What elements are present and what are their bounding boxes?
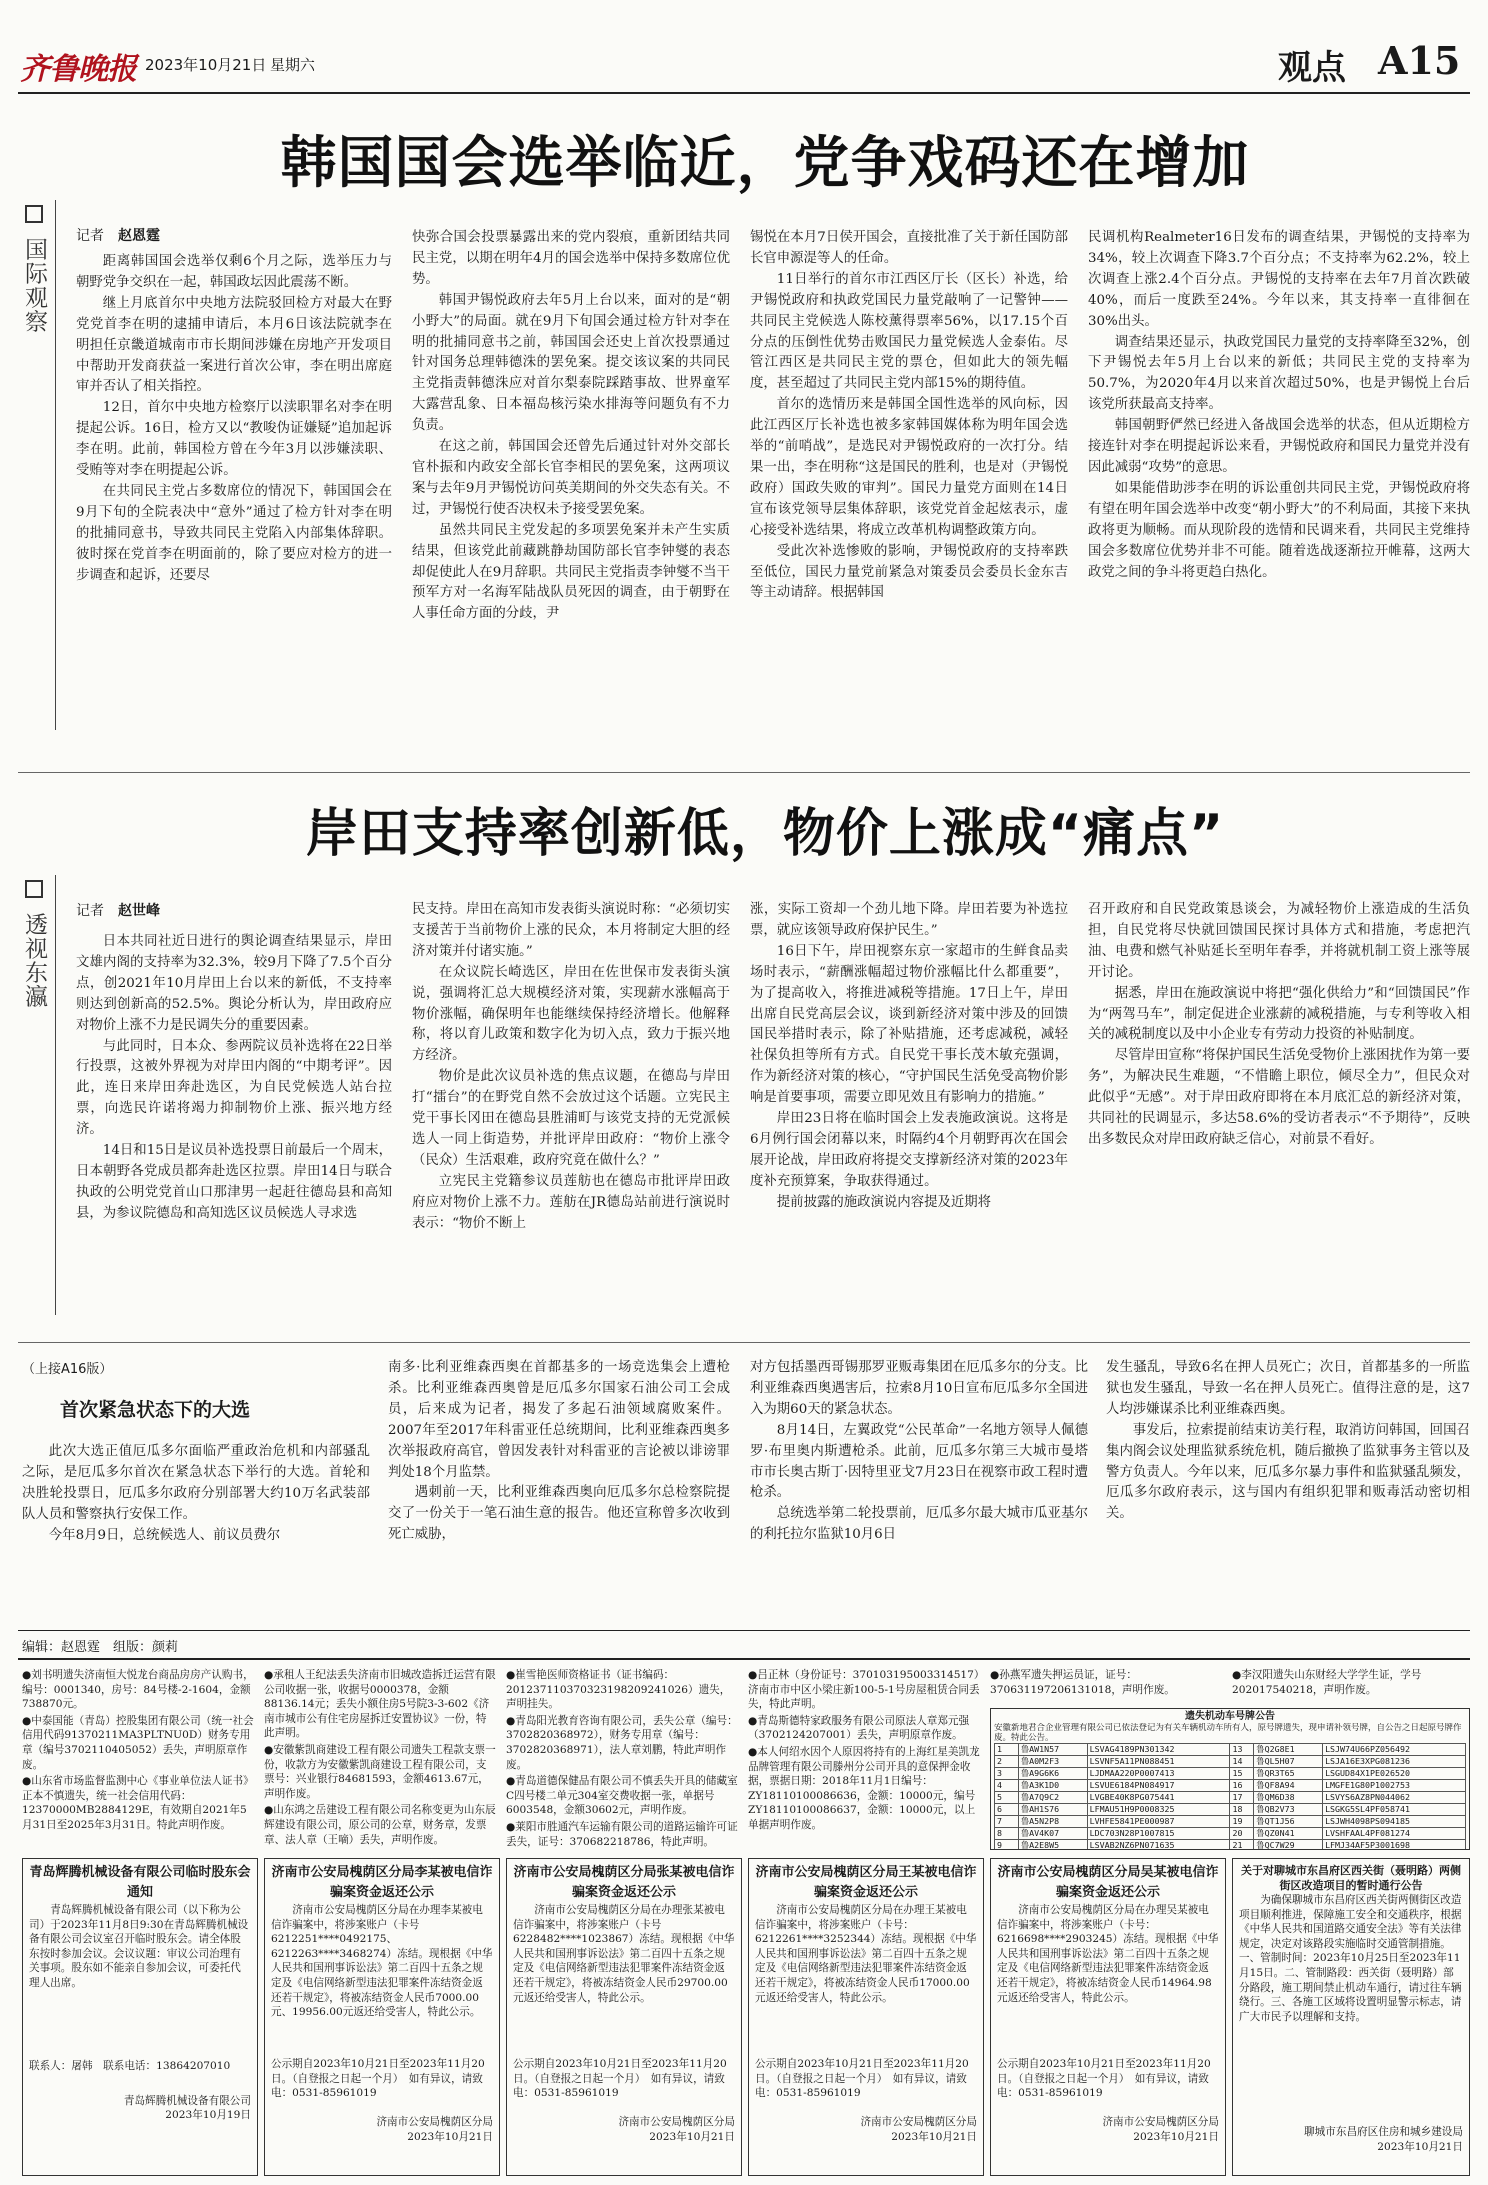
paragraph: 虽然共同民主党发起的多项罢免案并未产生实质结果，但该党此前藏跳静劫国防部长官李钟燮的表态却促使此人在9月辞职。共同民主党指责李钟燮不当干预军方对一名海军陆战队员死因的调查，由于朝野在人事任命方面的分歧，尹 — [412, 522, 730, 622]
page-number: A15 — [1378, 38, 1461, 83]
story3-subhead: 首次紧急状态下的大选 — [60, 1399, 251, 1421]
table-cell: LSVNF5A11PN088451 — [1087, 1756, 1230, 1768]
table-cell: LSVAG4189PN301342 — [1087, 1744, 1230, 1756]
table-cell: 鲁A0M2F3 — [1018, 1756, 1087, 1768]
table-row — [995, 1840, 1466, 1851]
table-cell: LVGBE40K8PG075441 — [1087, 1792, 1230, 1804]
story2-col2 — [412, 900, 730, 1324]
table-cell: 鲁A2E8W5 — [1018, 1840, 1087, 1851]
paragraph: 今年8月9日，总统候选人、前议员费尔 — [48, 1527, 281, 1543]
story1-col2 — [412, 228, 730, 740]
vehicle-table — [994, 1743, 1466, 1850]
notice-title: 济南市公安局槐荫区分局李某被电信诈骗案资金返还公示 — [271, 1865, 493, 1900]
table-cell: 21 — [1230, 1840, 1254, 1851]
table-cell: 3 — [995, 1768, 1019, 1780]
paragraph: 韩国尹锡悦政府去年5月上台以来，面对的是“朝小野大”的局面。就在9月下旬国会通过检方针对李在明的批捕同意书之前，韩国国会还史上首次投票通过针对国务总理韩德洙的罢免案。提交该议案的共同民主党指责韩德洙应对首尔梨泰院踩踏事故、世界童军大露营乱象、日本福岛核污染水排海等问题负有不力负责。 — [412, 292, 730, 434]
table-cell: 鲁A5N2P8 — [1018, 1816, 1087, 1828]
notice-body: 青岛辉腾机械设备有限公司（以下称为公司）于2023年11月8日9:30在青岛辉腾机械设备有限公司会议室召开临时股东会。请全体股东按时参加会议。会议议题：审议公司治理有关事项。股东如不能亲自参加会议，可委托代理人出席。 — [29, 1904, 249, 1989]
table-cell: LSVYS6AZ8PN044062 — [1323, 1792, 1466, 1804]
story3-col2 — [388, 1358, 730, 1622]
notice-date: 2023年10月21日 — [1377, 2140, 1463, 2153]
paragraph: 在众议院长崎选区，岸田在佐世保市发表街头演说，强调将汇总大规模经济对策，实现薪水涨幅高于物价涨幅，确保明年也能继续保持经济增长。他解释称，将以育儿政策和数字化为切入点，致力于振兴地方经济。 — [412, 964, 730, 1064]
classified-column-4: ●吕正林（身份证号：370103195003314517）济南市市中区小梁庄新100-5-1号房屋租赁合同丢失，特此声明。 ●青岛斯德特家政服务有限公司原法人章郑元强（3702124207001）丢失，声明原章作废。 ●本人何绍水因个人原因将持有的上海红星美凯龙品牌管理有限公司滕州分公司开具的意保押金收据，票据日期：2018年11月1日编号：ZY18110100086636，金额：10000元，编号ZY18110100086637，金额：10000元，以上单据声明作废。 — [748, 1669, 980, 1831]
traffic-control-notice — [1232, 1858, 1470, 2176]
paragraph: 此次大选正值厄瓜多尔面临严重政治危机和内部骚乱之际，是厄瓜多尔首次在紧急状态下举行的大选。首轮和决胜轮投票日，厄瓜多尔政府分别部署大约10万名武装部队人员和警察执行安保工作。 — [22, 1444, 370, 1522]
table-row — [995, 1744, 1466, 1756]
editor-credits: 编辑：赵恩霆 组版：颜莉 — [22, 1640, 179, 1655]
paragraph: 立宪民主党籍参议员莲舫也在德岛市批评岸田政府应对物价上涨不力。莲舫在JR德岛站前进行演说时表示：“物价不断上 — [412, 1173, 730, 1231]
paragraph: 14日和15日是议员补选投票日前最后一个周末，日本朝野各党成员都奔赴选区拉票。岸田14日与联合执政的公明党党首山口那津男一起赶往德岛县和高知县，为参议院德岛和高知选区议员候选人寻求选 — [76, 1143, 392, 1221]
table-cell: 13 — [1230, 1744, 1254, 1756]
table-cell: 鲁QT1J56 — [1254, 1816, 1323, 1828]
table-cell: 20 — [1230, 1828, 1254, 1840]
paragraph: 快弥合国会投票暴露出来的党内裂痕，重新团结共同民主党，以期在明年4月的国会选举中保持多数席位优势。 — [412, 230, 730, 287]
paragraph: 据悉，岸田在施政演说中将把“强化供给力”和“回馈国民”作为“两驾马车”，制定促进企业涨薪的减税措施，与专利等收入相关的减税制度以及中小企业专有劳动力投资的补贴制度。 — [1088, 985, 1470, 1043]
story2-byline: 记者 赵世峰 — [76, 903, 160, 919]
table-cell: LSVUE6184PN084917 — [1087, 1780, 1230, 1792]
notice-body: 济南市公安局槐荫区分局在办理张某被电信诈骗案中，将涉案账户（卡号6228482****1023867）冻结。现根据《中华人民共和国刑事诉讼法》第二百四十五条之规定及《电信网络新型违法犯罪案件冻结资金返还若干规定》，将被冻结资金人民币29700.00元返还给受害人，特此公示。 — [513, 1904, 735, 2004]
notice-signature: 济南市公安局槐荫区分局 — [860, 2116, 977, 2128]
classifieds-top-rule — [18, 1658, 1470, 1660]
table-cell: LSJW74U66PZ056492 — [1323, 1744, 1466, 1756]
classified-column-3: ●崔雪艳医师资格证书（证书编码：201237110370323198209241026）遗失，声明挂失。 ●青岛阳光教育咨询有限公司，丢失公章（编号：3702820368972），财务专用章（编号：3702820368971），法人章刘鹏，特此声明作废。 ●青岛道德保健品有限公司不慎丢失开具的储藏室C四号楼二单元304室交费收据一张，单据号6003548，金额30602元，声明作废。 ●莱阳市胜通汽车运输有限公司的道路运输许可证丢失，证号：370682218786，特此声明。 — [506, 1669, 738, 1848]
paragraph: 继上月底首尔中央地方法院驳回检方对最大在野党党首李在明的逮捕申请后，本月6日该法院就李在明担任京畿道城南市市长期间涉嫌在房地产开发项目中帮助开发商获益一案进行首次公审，李在明出席庭审并否认了相关指控。 — [76, 295, 392, 395]
classified-column-6: ●李汉阳遗失山东财经大学学生证，学号202017540218，声明作废。 — [1232, 1669, 1422, 1696]
table-cell: 15 — [1230, 1768, 1254, 1780]
table-row — [995, 1816, 1466, 1828]
paragraph: 物价是此次议员补选的焦点议题，在德岛与岸田打“擂台”的在野党自然不会放过这个话题。立宪民主党干事长冈田在德岛县胜浦町与该党支持的无党派候选人一同上街造势，并批评岸田政府：“物价上涨令（民众）生活艰难，政府究竟在做什么？” — [412, 1069, 730, 1168]
police-notice-4 — [990, 1858, 1226, 2176]
table-cell: LSGUD84X1PE026520 — [1323, 1768, 1466, 1780]
paragraph: 总统选举第二轮投票前，厄瓜多尔最大城市瓜亚基尔的利托拉尔监狱10月6日 — [750, 1506, 1088, 1543]
notice-title: 青岛辉腾机械设备有限公司临时股东会通知 — [29, 1865, 251, 1900]
table-cell: 鲁QZ0N41 — [1254, 1828, 1323, 1840]
table-cell: LSJA16E3XPG081236 — [1323, 1756, 1466, 1768]
table-cell: LFMAU51H9P0008325 — [1087, 1804, 1230, 1816]
table-cell: LMGFE1G80P1002753 — [1323, 1780, 1466, 1792]
paragraph: 韩国朝野俨然已经进入备战国会选举的状态，但从近期检方接连针对李在明提起诉讼来看，尹锡悦政府和国民力量党并没有因此减弱“攻势”的意思。 — [1088, 418, 1470, 475]
paragraph: 遇刺前一天，比利亚维森西奥向厄瓜多尔总检察院提交了一份关于一笔石油生意的报告。他还宣称曾多次收到死亡威胁， — [388, 1485, 730, 1543]
notice-date: 2023年10月21日 — [649, 2130, 735, 2143]
table-cell: LSVAB2NZ6PN071635 — [1087, 1840, 1230, 1851]
issue-weekday: 星期六 — [270, 56, 316, 74]
paragraph: 发生骚乱，导致6名在押人员死亡；次日，首都基多的一所监狱也发生骚乱，导致一名在押人员死亡。值得注意的是，这7人均涉嫌谋杀比利亚维森西奥。 — [1106, 1360, 1470, 1417]
table-cell: 16 — [1230, 1780, 1254, 1792]
notice-footer: 公示期自2023年10月21日至2023年11月20日。（自登报之日起一个月） 如有异议，请致电：0531-85961019 — [271, 2058, 485, 2100]
table-cell: 18 — [1230, 1804, 1254, 1816]
police-notice-1 — [264, 1858, 500, 2176]
notice-title: 济南市公安局槐荫区分局吴某被电信诈骗案资金返还公示 — [997, 1865, 1219, 1900]
notice-title: 济南市公安局槐荫区分局张某被电信诈骗案资金返还公示 — [513, 1865, 735, 1900]
story3-bottom-rule — [18, 1630, 1470, 1631]
masthead-logo: 齐鲁晚报 — [20, 52, 136, 87]
story3-col1 — [22, 1442, 370, 1622]
notice-date: 2023年10月21日 — [891, 2130, 977, 2143]
story2-col4 — [1088, 900, 1470, 1324]
table-cell: 鲁QC7W29 — [1254, 1840, 1323, 1851]
paragraph: 尽管岸田宣称“将保护国民生活免受物价上涨困扰作为第一要务”，为解决民生难题，“不惜瞻上职位，倾尽全力”，但民众对此似乎“无感”。对于岸田政府即将在本月底汇总的新经济对策，共同社的民调显示，多达58.6%的受访者表示“不予期待”，反映出多数民众对岸田政府缺乏信心，对前景不看好。 — [1088, 1048, 1470, 1147]
notice-body: 济南市公安局槐荫区分局在办理王某被电信诈骗案中，将涉案账户（卡号：6212261****3252344）冻结。现根据《中华人民共和国刑事诉讼法》第二百四十五条之规定及《电信网络新型违法犯罪案件冻结资金返还若干规定》，将被冻结资金人民币17000.00元返还给受害人，特此公示。 — [755, 1904, 977, 2004]
paragraph: 南多·比利亚维森西奥在首都基多的一场竞选集会上遭枪杀。比利亚维森西奥曾是厄瓜多尔国家石油公司工会成员，后来成为记者，揭发了多起石油领域腐败案件。2007年至2017年科雷亚任总统期间，比利亚维森西奥多次举报政府高官，曾因发表针对科雷亚的言论被以诽谤罪判处18个月监禁。 — [388, 1360, 730, 1480]
table-cell: 鲁QR3T65 — [1254, 1768, 1323, 1780]
paragraph: 岸田23日将在临时国会上发表施政演说。这将是6月例行国会闭幕以来，时隔约4个月朝野再次在国会展开论战，岸田政府将提交支撑新经济对策的2023年度补充预算案，争取获得通过。 — [750, 1111, 1068, 1189]
story2-headline: 岸田支持率创新低，物价上涨成“痛点” — [305, 804, 1225, 864]
paragraph: 日本共同社近日进行的舆论调查结果显示，岸田文雄内阁的支持率为32.3%，较9月下降了7.5个百分点，创2021年10月岸田上台以来的新低，不支持率则达到创新高的52.5%。舆论分析认为，岸田政府应对物价上涨不力是民调失分的重要因素。 — [76, 934, 392, 1033]
story1-col1 — [76, 252, 392, 740]
notice-body: 为确保聊城市东昌府区西关街两侧街区改造项目顺利推进，保障施工安全和交通秩序，根据《中华人民共和国道路交通安全法》等有关法律规定，决定对该路段实施临时交通管制措施。一、管制时间：2023年10月25日至2023年11月15日。二、管制路段：西关街（聂明路）部分路段，施工期间禁止机动车通行，请过往车辆绕行。三、各施工区域将设置明显警示标志，请广大市民予以理解和支持。 — [1239, 1894, 1462, 2023]
table-cell: 鲁AV4K07 — [1018, 1828, 1087, 1840]
notice-signature: 青岛辉腾机械设备有限公司 — [123, 2094, 251, 2107]
vehicle-plate-notice — [990, 1708, 1470, 1850]
notice-date: 2023年10月21日 — [1133, 2130, 1219, 2143]
paragraph: 8月14日，左翼政党“公民革命”一名地方领导人佩德罗·布里奥内斯遭枪杀。此前，厄瓜多尔第三大城市曼塔市市长奥古斯丁·因特里亚戈7月23日在视察市政工程时遭枪杀。 — [750, 1422, 1088, 1501]
section-name: 观点 — [1278, 48, 1346, 88]
table-cell: 7 — [995, 1816, 1019, 1828]
paragraph: 民调机构Realmeter16日发布的调查结果，尹锡悦的支持率为34%，较上次调查下降3.7个百分点；不支持率为62.2%，较上次调查上涨2.4个百分点。尹锡悦的支持率在去年7月首次跌破40%，而后一度跌至24%。今年以来，其支持率一直徘徊在30%出头。 — [1088, 230, 1470, 329]
story1-byline: 记者 赵恩霆 — [76, 228, 160, 244]
story1-col3 — [750, 228, 1068, 740]
table-row — [995, 1792, 1466, 1804]
table-cell: 2 — [995, 1756, 1019, 1768]
square-icon — [25, 205, 43, 223]
paragraph: 民支持。岸田在高知市发表街头演说时称：“必须切实支援苦于当前物价上涨的民众，本月将制定大胆的经济对策并付诸实施。” — [412, 902, 730, 959]
paragraph: 距离韩国国会选举仅剩6个月之际，选举压力与朝野党争交织在一起，韩国政坛因此震荡不断。 — [76, 254, 392, 290]
table-cell: LVSHFAAL4PF081274 — [1323, 1828, 1466, 1840]
notice-date: 2023年10月21日 — [407, 2130, 493, 2143]
table-row — [995, 1804, 1466, 1816]
paragraph: 11日举行的首尔市江西区厅长（区长）补选，给尹锡悦政府和执政党国民力量党敲响了一记警钟——共同民主党候选人陈校薰得票率56%，以17.15个百分点的压倒性优势击败国民力量党候选人金泰佑。尽管江西区是共同民主党的票仓，但如此大的领先幅度，甚至超过了共同民主党内部15%的期待值。 — [750, 271, 1068, 392]
table-cell: 1 — [995, 1744, 1019, 1756]
notice-footer: 公示期自2023年10月21日至2023年11月20日。（自登报之日起一个月） 如有异议，请致电：0531-85961019 — [513, 2058, 727, 2100]
table-cell: LSJWH4098PS094185 — [1323, 1816, 1466, 1828]
story1-col4 — [1088, 228, 1470, 740]
notice-signature: 济南市公安局槐荫区分局 — [376, 2116, 493, 2128]
classified-column-2: ●承租人王纪法丢失济南市旧城改造拆迁运营有限公司收据一张，收据号0000378，金额88136.14元；丢失小额住房5号院3-3-602《济南市城市公有住宅房屋拆迁安置协议》一份，特此声明。 ●安徽紫凯商建设工程有限公司遗失工程款支票一份，收款方为安徽紫凯商建设工程有限公司，支票号：兴业银行84681593，金额4613.67元，声明作废。 ●山东鸿之岳建设工程有限公司名称变更为山东辰辉建设有限公司，原公司的公章，财务章，发票章、法人章（王嘀）丢失，声明作废。 — [264, 1669, 496, 1846]
table-cell: 4 — [995, 1780, 1019, 1792]
story2-col3 — [750, 900, 1068, 1324]
table-cell: 8 — [995, 1828, 1019, 1840]
table-cell: LJDMAA220P0007413 — [1087, 1768, 1230, 1780]
table-cell: 14 — [1230, 1756, 1254, 1768]
notice-footer: 公示期自2023年10月21日至2023年11月20日。（自登报之日起一个月） 如有异议，请致电：0531-85961019 — [997, 2058, 1211, 2100]
paragraph: 受此次补选惨败的影响，尹锡悦政府的支持率跌至低位，国民力量党前紧急对策委员会委员长金东吉等主动请辞。根据韩国 — [750, 543, 1068, 601]
table-cell: 9 — [995, 1840, 1019, 1851]
table-cell: 鲁QB2V73 — [1254, 1804, 1323, 1816]
story1-label-divider — [55, 200, 56, 730]
table-row — [995, 1828, 1466, 1840]
table-cell: 鲁AH1S76 — [1018, 1804, 1087, 1816]
table-row — [995, 1780, 1466, 1792]
story2-label-divider — [55, 875, 56, 1315]
paragraph: 对方包括墨西哥锡那罗亚贩毒集团在厄瓜多尔的分支。比利亚维森西奥遇害后，拉索8月10日宣布厄瓜多尔全国进入为期60天的紧急状态。 — [750, 1360, 1088, 1417]
story1-headline: 韩国国会选举临近，党争戏码还在增加 — [280, 131, 1250, 196]
paragraph: 召开政府和自民党政策恳谈会，为减轻物价上涨造成的生活负担，自民党将尽快就回馈国民探讨具体方式和措施，考虑把汽油、电费和燃气补贴延长至明年春季，并将就机制工资上涨等展开讨论。 — [1088, 902, 1470, 980]
table-cell: 鲁QL5H07 — [1254, 1756, 1323, 1768]
notice-title: 关于对聊城市东昌府区西关街（聂明路）两侧街区改造项目的暂时通行公告 — [1241, 1864, 1461, 1892]
table-cell: LDC703N28P1007815 — [1087, 1828, 1230, 1840]
story3-col3 — [750, 1358, 1088, 1622]
shareholder-meeting-notice — [22, 1858, 258, 2176]
story-separator — [18, 772, 1470, 773]
classified-column-1: ●刘书明遗失济南恒大悦龙台商品房房产认购书，编号：0001340，房号：84号楼-2-1604，金额738870元。 ●中泰国能（青岛）控股集团有限公司（统一社会信用代码91370211MA3PLTNU0D）财务专用章（编号3702110405052）丢失，声明原章作废。 ●山东省市场监督监测中心《事业单位法人证书》正本不慎遗失，统一社会信用代码：12370000MB2884129E，有效期自2021年5月31日至2025年3月31日。特此声明作废。 — [22, 1669, 254, 1831]
story2-column-label: 透视东瀛 — [18, 880, 51, 1030]
paragraph: 调查结果还显示，执政党国民力量党的支持率降至32%，创下尹锡悦去年5月上台以来的新低；共同民主党的支持率为50.7%，为2020年4月以来首次超过50%，也是尹锡悦上台后该党所获最高支持率。 — [1088, 334, 1470, 413]
paragraph: 在这之前，韩国国会还曾先后通过针对外交部长官朴振和内政安全部长官李相民的罢免案，这两项议案与去年9月尹锡悦访问英美期间的外交失态有关。不过，尹锡悦行使否决权未予接受罢免案。 — [412, 439, 730, 517]
paragraph: 在共同民主党占多数席位的情况下，韩国国会在9月下旬的全院表决中“意外”通过了检方针对李在明的批捕同意书，导致共同民主党陷入内部集体辞职。彼时探在党首李在明面前的，除了要应对检方的进一步调查和起诉，还要尽 — [76, 483, 392, 583]
paragraph: 16日下午，岸田视察东京一家超市的生鲜食品卖场时表示，“薪酬涨幅超过物价涨幅比什么都重要”，为了提高收入，将推进减税等措施。17日上午，岸田出席自民党高层会议，谈到新经济对策中涉及的回馈国民举措时表示，除了补贴措施，还考虑减税，减轻社保负担等所有方式。自民党干事长茂木敏充强调，作为新经济对策的核心，“守护国民生活免受高物价影响是首要事项，需要立即见效且有影响力的措施。” — [750, 943, 1068, 1106]
table-cell: 鲁QF8A94 — [1254, 1780, 1323, 1792]
story-separator — [18, 1342, 1470, 1343]
notice-signature: 济南市公安局槐荫区分局 — [1102, 2116, 1219, 2128]
square-icon — [25, 880, 43, 898]
paragraph: 提前披露的施政演说内容提及近期将 — [776, 1194, 992, 1210]
notice-signature: 聊城市东昌府区住房和城乡建设局 — [1304, 2126, 1463, 2138]
table-cell: 17 — [1230, 1792, 1254, 1804]
jump-line: （上接A16版） — [22, 1362, 113, 1377]
notice-footer: 公示期自2023年10月21日至2023年11月20日。（自登报之日起一个月） 如有异议，请致电：0531-85961019 — [755, 2058, 969, 2100]
table-cell: 鲁A3K1D0 — [1018, 1780, 1087, 1792]
paragraph: 事发后，拉索提前结束访美行程，取消访问韩国，回国召集内阁会议处理监狱系统危机，随后撤换了监狱事务主管以及警方负责人。今年以来，厄瓜多尔暴力事件和监狱骚乱频发，厄瓜多尔政府表示，这与国内有组织犯罪和贩毒活动密切相关。 — [1106, 1422, 1470, 1522]
table-cell: 19 — [1230, 1816, 1254, 1828]
notice-body: 济南市公安局槐荫区分局在办理李某被电信诈骗案中，将涉案账户（卡号6212251****0492175、6212263****3468274）冻结。现根据《中华人民共和国刑事诉讼法》第二百四十五条之规定及《电信网络新型违法犯罪案件冻结资金返还若干规定》，将被冻结资金人民币7000.00元、19956.00元返还给受害人，特此公示。 — [271, 1904, 493, 2019]
table-cell: LFMJ34AF5P3001698 — [1323, 1840, 1466, 1851]
table-cell: 鲁QM6D38 — [1254, 1792, 1323, 1804]
police-notice-2 — [506, 1858, 742, 2176]
table-cell: 5 — [995, 1792, 1019, 1804]
table-cell: 鲁Q2G8E1 — [1254, 1744, 1323, 1756]
table-cell: 鲁A9G6K6 — [1018, 1768, 1087, 1780]
table-row — [995, 1756, 1466, 1768]
table-cell: 鲁AW1N57 — [1018, 1744, 1087, 1756]
paragraph: 锡悦在本月7日侯开国会，直接批准了关于新任国防部长官申源湜等人的任命。 — [750, 230, 1068, 266]
notice-date: 2023年10月19日 — [165, 2109, 251, 2122]
paragraph: 首尔的选情历来是韩国全国性选举的风向标，因此江西区厅长补选也被多家韩国媒体称为明年国会选举的“前哨战”，是选民对尹锡悦政府的一次打分。结果一出，李在明称“这是国民的胜利，也是对（尹锡悦政府）国政失败的审判”。国民力量党方面则在14日宣布该党领导层集体辞职，该党党首金起炫表示，虚心接受补选结果，将成立改革机构调整政策方向。 — [750, 397, 1068, 538]
story3-col4 — [1106, 1358, 1470, 1622]
notice-signature: 济南市公安局槐荫区分局 — [618, 2116, 735, 2128]
header-rule — [18, 92, 1470, 94]
paragraph: 涨，实际工资却一个劲儿地下降。岸田若要为补选拉票，就应该领导政府保护民生。” — [750, 902, 1068, 938]
table-cell: 鲁A7Q9C2 — [1018, 1792, 1087, 1804]
table-row — [995, 1768, 1466, 1780]
table-cell: 6 — [995, 1804, 1019, 1816]
classified-column-5: ●孙燕军遗失押运员证，证号：370631197206131018，声明作废。 — [990, 1669, 1175, 1696]
notice-contact: 联系人：屠韩 联系电话：13864207010 — [29, 2060, 231, 2072]
notice-body: 济南市公安局槐荫区分局在办理吴某被电信诈骗案中，将涉案账户（卡号：6216698****2903245）冻结。现根据《中华人民共和国刑事诉讼法》第二百四十五条之规定及《电信网络新型违法犯罪案件冻结资金返还若干规定》，将被冻结资金人民币14964.98元返还给受害人，特此公示。 — [997, 1904, 1219, 2004]
vehicle-notice-intro: 安徽新地君合企业管理有限公司已依法登记为有关车辆机动车所有人，原号牌遗失，现申请补领号牌，自公告之日起原号牌作废。特此公告。 — [994, 1723, 1462, 1743]
story2-col1 — [76, 932, 392, 1324]
police-notice-3 — [748, 1858, 984, 2176]
notice-title: 济南市公安局槐荫区分局王某被电信诈骗案资金返还公示 — [755, 1865, 977, 1900]
issue-date: 2023年10月21日 — [145, 56, 267, 74]
paragraph: 如果能借助涉李在明的诉讼重创共同民主党，尹锡悦政府将有望在明年国会选举中改变“朝小野大”的不利局面，其接下来执政将更为顺畅。而从现阶段的选情和民调来看，共同民主党维持国会多数席位优势并非不可能。随着选战逐渐拉开帷幕，这两大政党之间的争斗将更趋白热化。 — [1088, 480, 1470, 580]
paragraph: 12日，首尔中央地方检察厅以渎职罪名对李在明提起公诉。16日，检方又以“教唆伪证嫌疑”追加起诉李在明。此前，韩国检方曾在今年3月以涉嫌渎职、受贿等对李在明提起公诉。 — [76, 400, 392, 479]
table-cell: LSGKG5SL4PF058741 — [1323, 1804, 1466, 1816]
vehicle-notice-title: 遗失机动车号牌公告 — [1185, 1711, 1275, 1722]
table-cell: LVHFE5841PE000987 — [1087, 1816, 1230, 1828]
paragraph: 与此同时，日本众、参两院议员补选将在22日举行投票，这被外界视为对岸田内阁的“中期考评”。因此，连日来岸田奔赴选区，为自民党候选人站台拉票，向选民许诺将竭力抑制物价上涨、振兴地方经济。 — [76, 1038, 392, 1138]
story1-column-label: 国际观察 — [18, 205, 51, 355]
